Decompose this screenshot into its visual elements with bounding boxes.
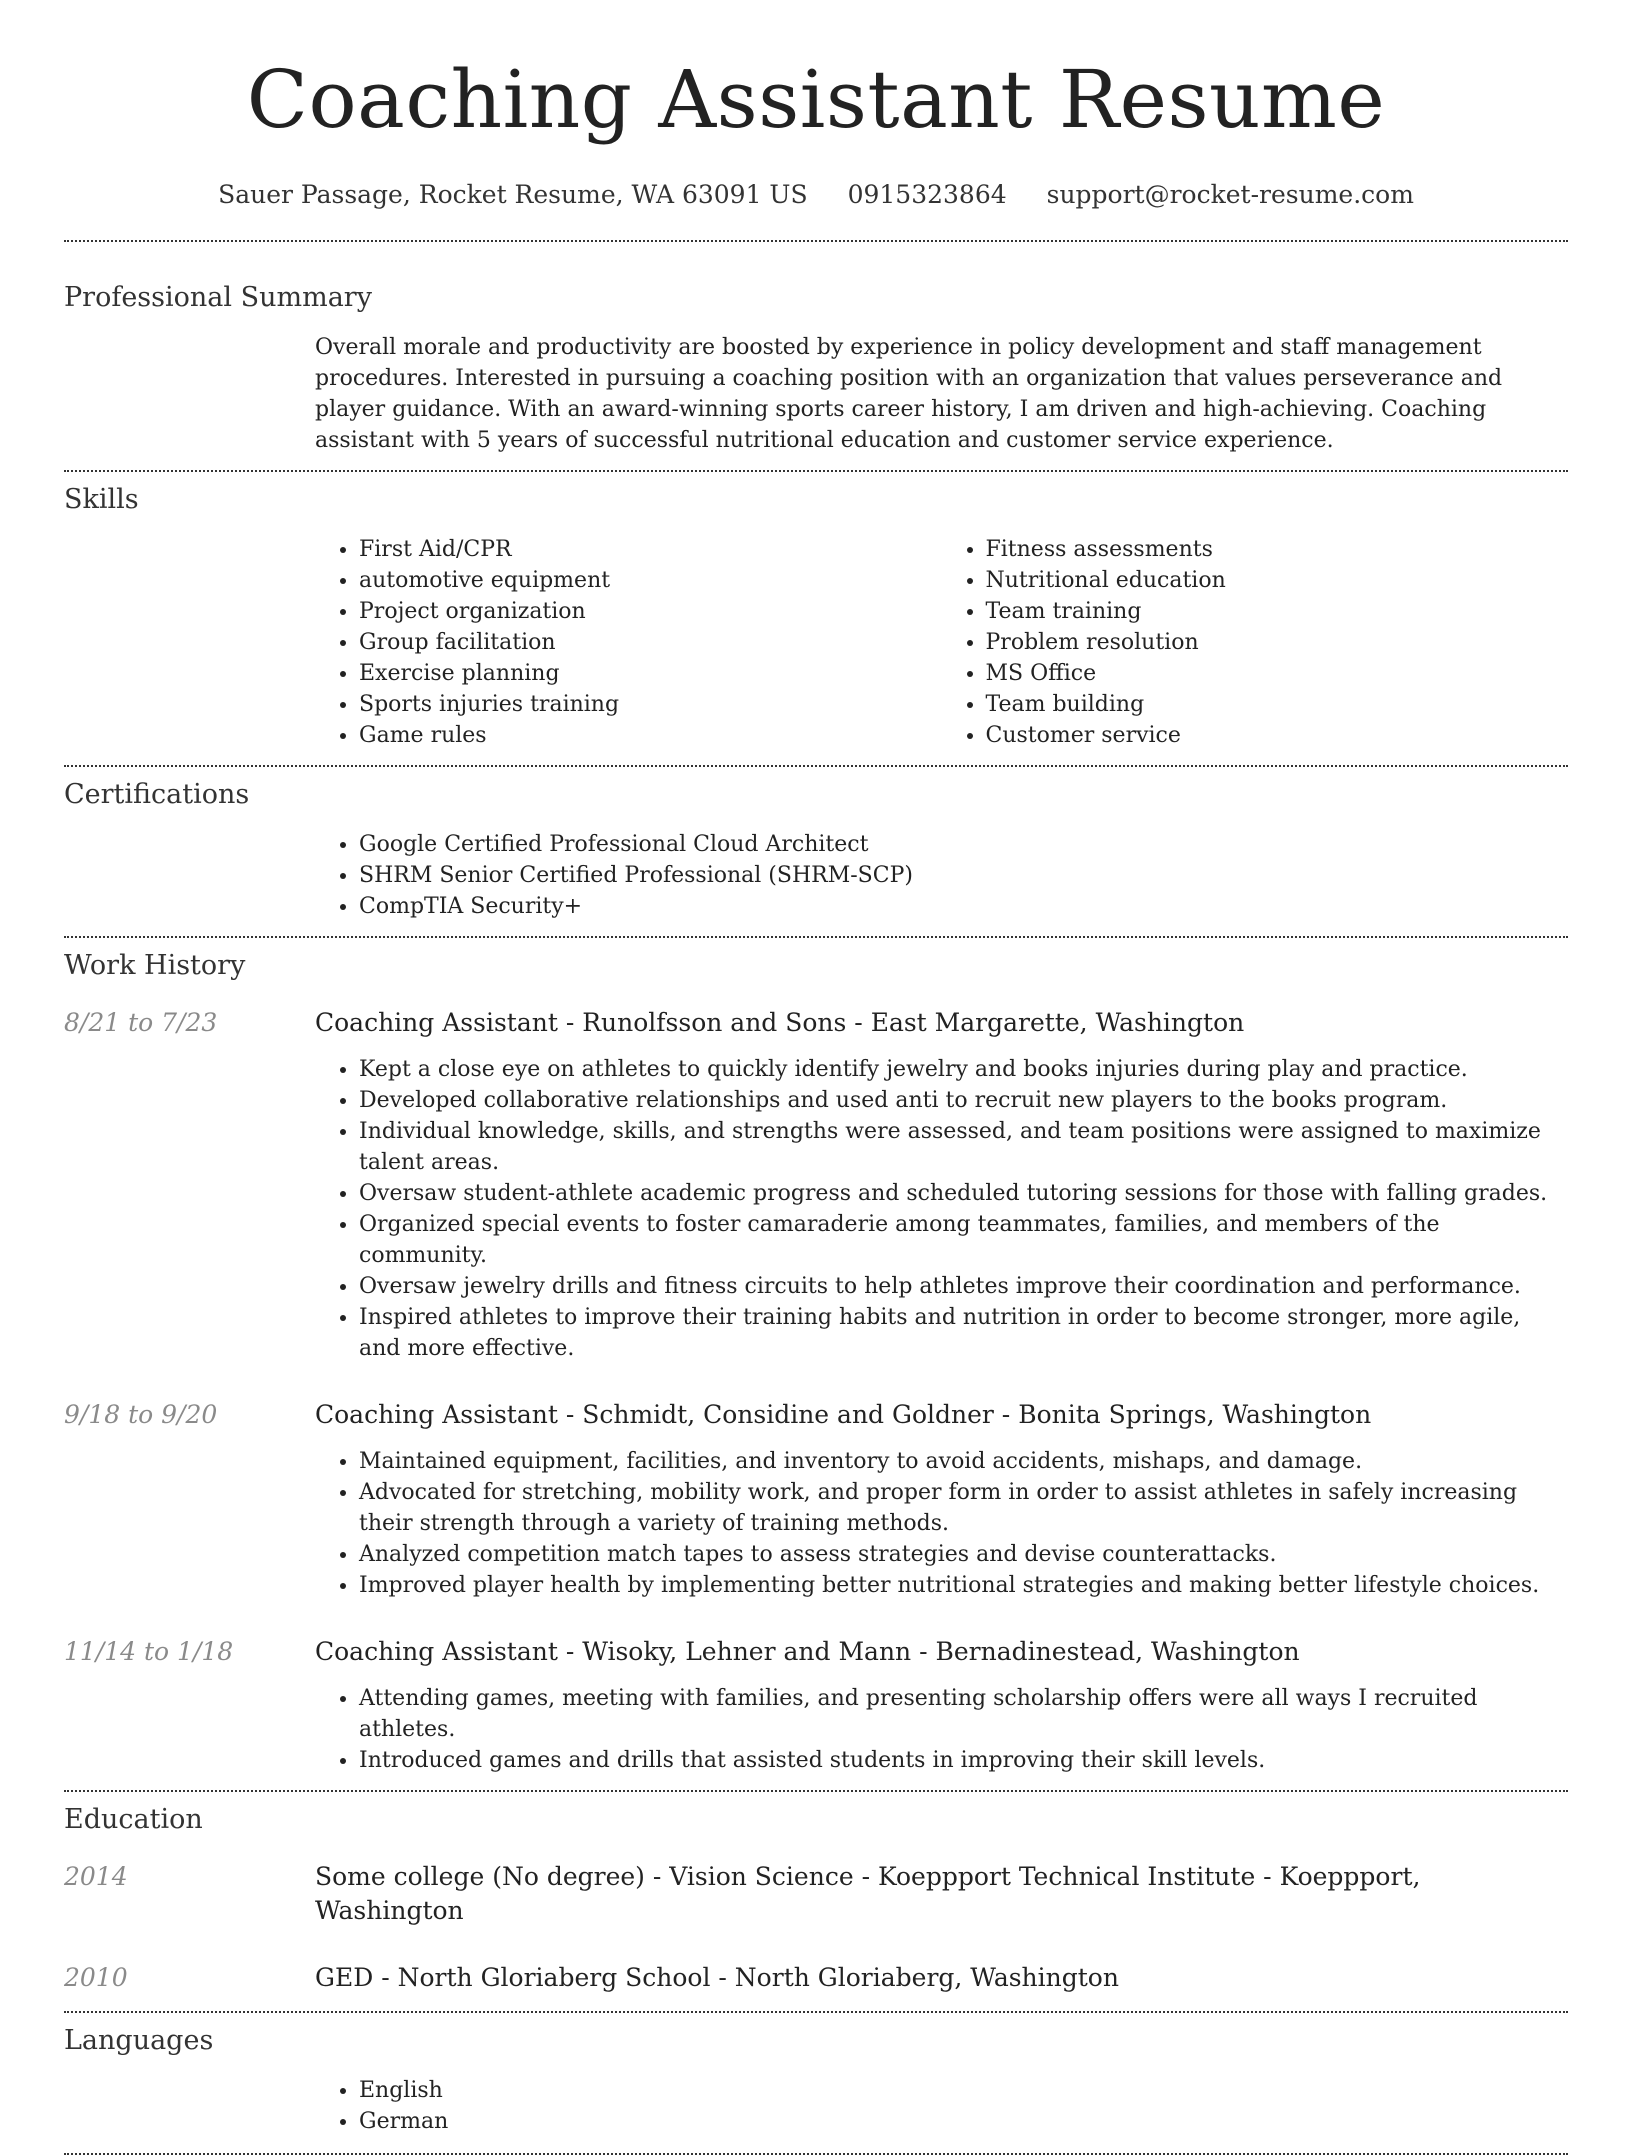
certifications-list xyxy=(315,829,1568,922)
job-bullet: • Inspired athletes to improve their training habits and nutrition in order to become stronger, more agile, and more effective. xyxy=(359,1302,1568,1364)
job-bullet: • Analyzed competition match tapes to assess strategies and devise counterattacks. xyxy=(359,1539,1568,1570)
job-body xyxy=(315,1006,1568,1364)
skills-section xyxy=(64,472,1568,751)
certifications-content xyxy=(315,829,1568,922)
job-bullet: • Organized special events to foster camaraderie among teammates, families, and members of the community. xyxy=(359,1209,1568,1271)
work-history-heading: Work History xyxy=(64,950,246,981)
skill-item: • Group facilitation xyxy=(359,627,942,658)
job-body xyxy=(315,1398,1568,1601)
contact-email: support@rocket-resume.com xyxy=(1046,180,1414,209)
languages-heading: Languages xyxy=(64,2025,214,2056)
job-bullet: • Developed collaborative relationships and used anti to recruit new players to the books program. xyxy=(359,1085,1568,1116)
skill-item: • Game rules xyxy=(359,720,942,751)
job-dates: 11/14 to 1/18 xyxy=(64,1637,234,1666)
job-title: Coaching Assistant - Wisoky, Lehner and Mann - Bernadinestead, Washington xyxy=(315,1637,1300,1666)
job-bullets xyxy=(315,1683,1568,1776)
skill-item: • First Aid/CPR xyxy=(359,534,942,565)
contact-address: Sauer Passage, Rocket Resume, WA 63091 US xyxy=(218,180,808,209)
education-section xyxy=(64,1792,1568,1995)
certification-item: • SHRM Senior Certified Professional (SHRM-SCP) xyxy=(359,860,1568,891)
skill-item: • Project organization xyxy=(359,596,942,627)
skills-heading: Skills xyxy=(64,484,139,515)
certification-item: • Google Certified Professional Cloud Architect xyxy=(359,829,1568,860)
job-bullets xyxy=(315,1446,1568,1601)
languages-content xyxy=(315,2075,1568,2137)
education-year: 2010 xyxy=(64,1963,128,1992)
education-year: 2014 xyxy=(64,1862,128,1891)
skills-list-left xyxy=(315,534,942,751)
resume-header xyxy=(0,0,1632,212)
skill-item: • Problem resolution xyxy=(986,627,1569,658)
job-bullet: • Kept a close eye on athletes to quickly identify jewelry and books injuries during play and practice. xyxy=(359,1054,1568,1085)
certifications-section xyxy=(64,767,1568,922)
skill-item: • Team building xyxy=(986,689,1569,720)
certification-item: • CompTIA Security+ xyxy=(359,891,1568,922)
certifications-heading: Certifications xyxy=(64,779,250,810)
skills-list-right xyxy=(942,534,1569,751)
job-entry xyxy=(64,1635,1568,1776)
job-bullet: • Oversaw jewelry drills and fitness circuits to help athletes improve their coordination and performance. xyxy=(359,1271,1568,1302)
skills-columns xyxy=(315,534,1568,751)
job-bullet: • Improved player health by implementing better nutritional strategies and making better lifestyle choices. xyxy=(359,1570,1568,1601)
job-bullet: • Attending games, meeting with families, and presenting scholarship offers were all ways I recruited athletes. xyxy=(359,1683,1568,1745)
job-body xyxy=(315,1635,1568,1776)
resume-title: Coaching Assistant Resume xyxy=(246,53,1386,146)
skill-item: • Fitness assessments xyxy=(986,534,1569,565)
education-entry xyxy=(64,1961,1568,1995)
contact-line xyxy=(0,178,1632,212)
skill-item: • Exercise planning xyxy=(359,658,942,689)
job-bullet: • Introduced games and drills that assisted students in improving their skill levels. xyxy=(359,1745,1568,1776)
languages-section xyxy=(64,2013,1568,2137)
job-bullet: • Maintained equipment, facilities, and inventory to avoid accidents, mishaps, and damage. xyxy=(359,1446,1568,1477)
job-entry xyxy=(64,1006,1568,1364)
job-dates: 9/18 to 9/20 xyxy=(64,1400,218,1429)
education-detail: Some college (No degree) - Vision Science - Koeppport Technical Institute - Koeppport, Washington xyxy=(315,1862,1421,1925)
job-title: Coaching Assistant - Schmidt, Considine and Goldner - Bonita Springs, Washington xyxy=(315,1400,1372,1429)
skill-item: • Customer service xyxy=(986,720,1569,751)
contact-phone: 0915323864 xyxy=(847,180,1007,209)
summary-heading: Professional Summary xyxy=(64,282,372,313)
job-bullet: • Oversaw student-athlete academic progress and scheduled tutoring sessions for those with falling grades. xyxy=(359,1178,1568,1209)
skill-item: • Sports injuries training xyxy=(359,689,942,720)
education-entry xyxy=(64,1860,1568,1928)
job-bullet: • Individual knowledge, skills, and strengths were assessed, and team positions were assigned to maximize talent areas. xyxy=(359,1116,1568,1178)
language-item: • English xyxy=(359,2075,1568,2106)
job-bullet: • Advocated for stretching, mobility work, and proper form in order to assist athletes in safely increasing their strength through a variety of training methods. xyxy=(359,1477,1568,1539)
skill-item: • automotive equipment xyxy=(359,565,942,596)
languages-list xyxy=(315,2075,1568,2137)
summary-text: Overall morale and productivity are boosted by experience in policy development and staff management procedures. Interested in pursuing a coaching position with an organization that values perseverance and player guidance. With an award-winning sports career history, I am driven and high-achieving. Coaching assistant with 5 years of successful nutritional education and customer service experience. xyxy=(315,335,1503,453)
job-entry xyxy=(64,1398,1568,1601)
education-heading: Education xyxy=(64,1804,203,1835)
work-history-section xyxy=(64,938,1568,1776)
job-bullets xyxy=(315,1054,1568,1364)
education-detail: GED - North Gloriaberg School - North Gloriaberg, Washington xyxy=(315,1963,1119,1992)
summary-section xyxy=(64,242,1568,456)
skill-item: • Team training xyxy=(986,596,1569,627)
job-dates: 8/21 to 7/23 xyxy=(64,1008,218,1037)
skill-item: • MS Office xyxy=(986,658,1569,689)
language-item: • German xyxy=(359,2106,1568,2137)
skill-item: • Nutritional education xyxy=(986,565,1569,596)
job-title: Coaching Assistant - Runolfsson and Sons - East Margarette, Washington xyxy=(315,1008,1245,1037)
